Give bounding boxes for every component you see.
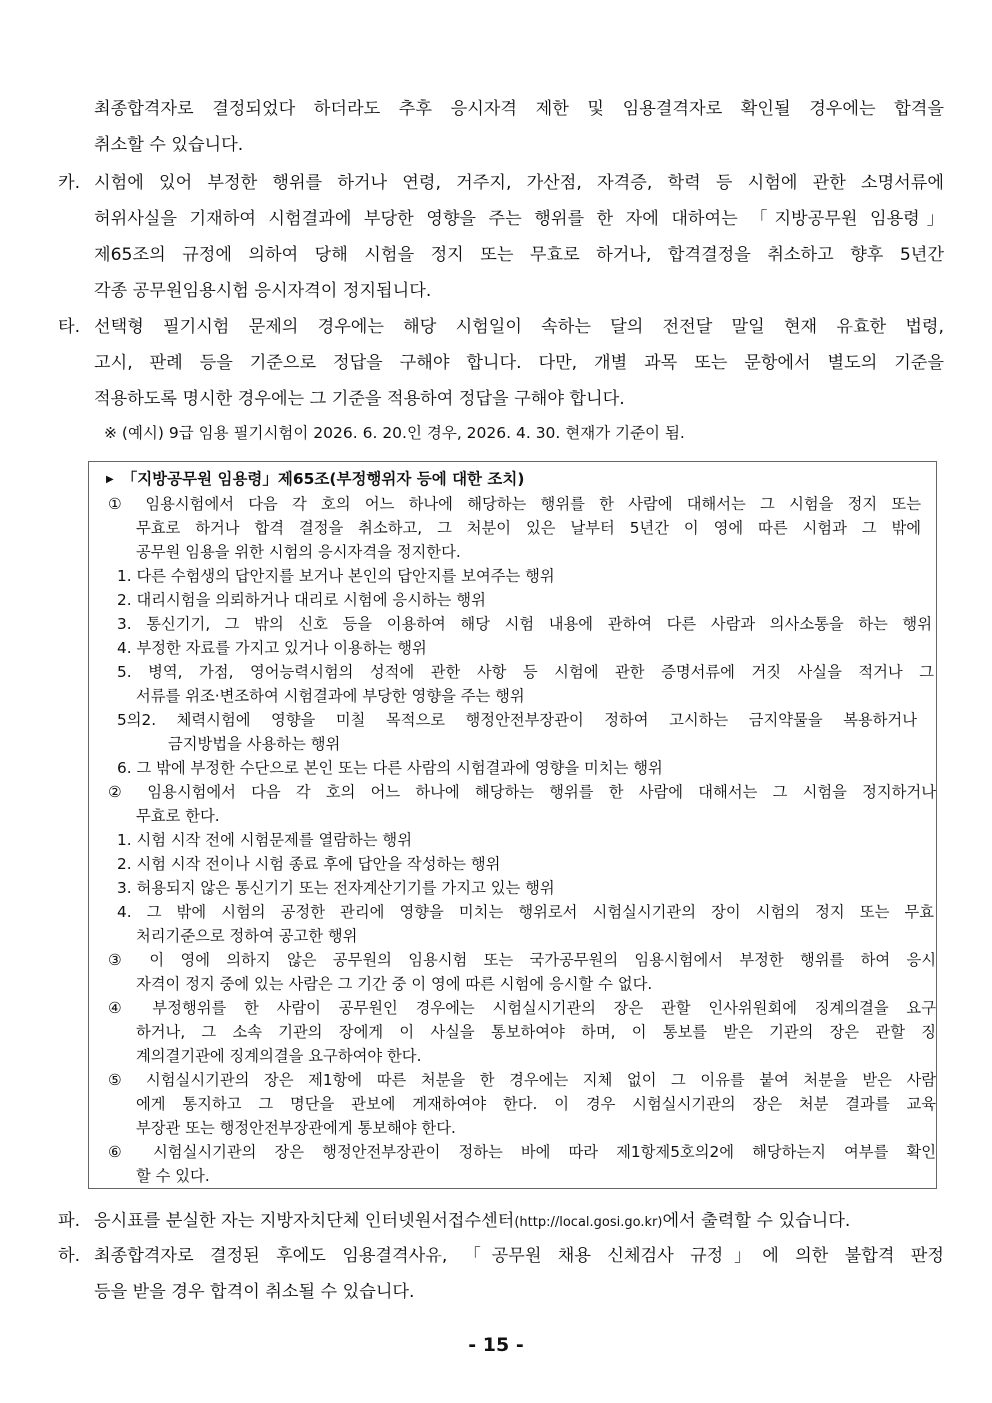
item-ta bbox=[58, 309, 944, 417]
continuation-paragraph bbox=[58, 91, 944, 163]
law-line: ① 임용시험에서 다음 각 호의 어느 하나에 해당하는 행위를 한 사람에 대해서는 그 시험을 정지 또는 bbox=[108, 495, 921, 513]
example-note: ※ (예시) 9급 임용 필기시험이 2026. 6. 20.인 경우, 2026. 4. 30. 현재가 기준이 됨. bbox=[104, 424, 685, 442]
paragraph-line bbox=[58, 1203, 944, 1241]
paragraph-line: 시험에 있어 부정한 행위를 하거나 연령, 거주지, 가산점, 자격증, 학력 등 시험에 관한 소명서류에 bbox=[94, 173, 944, 193]
law-line: 1. 다른 수험생의 답안지를 보거나 본인의 답안지를 보여주는 행위 bbox=[117, 567, 555, 585]
law-line: 처리기준으로 정하여 공고한 행위 bbox=[136, 927, 358, 945]
triangle-bullet-icon: ▶ bbox=[106, 474, 114, 485]
paragraph-line: 최종합격자로 결정된 후에도 임용결격사유, 「공무원 채용 신체검사 규정」에 의한 불합격 판정 bbox=[94, 1246, 944, 1266]
law-line: 공무원 임용을 위한 시험의 응시자격을 정지한다. bbox=[136, 543, 461, 561]
law-line: ④ 부정행위를 한 사람이 공무원인 경우에는 시험실시기관의 장은 관할 인사위원회에 징계의결을 요구 bbox=[108, 999, 936, 1017]
law-title-text: 「지방공무원 임용령」제65조(부정행위자 등에 대한 조치) bbox=[121, 470, 525, 488]
item-marker: 파. bbox=[58, 1211, 81, 1231]
law-line: ⑥ 시험실시기관의 장은 행정안전부장관이 정하는 바에 따라 제1항제5호의2에 해당하는지 여부를 확인 bbox=[108, 1143, 936, 1161]
paragraph-line: 선택형 필기시험 문제의 경우에는 해당 시험일이 속하는 달의 전전달 말일 현재 유효한 법령, bbox=[94, 317, 944, 337]
item-marker: 하. bbox=[58, 1246, 81, 1266]
law-line: 서류를 위조·변조하여 시험결과에 부당한 영향을 주는 행위 bbox=[136, 687, 525, 705]
law-line: 3. 허용되지 않은 통신기기 또는 전자계산기기를 가지고 있는 행위 bbox=[117, 879, 555, 897]
law-line: 계의결기관에 징계의결을 요구하여야 한다. bbox=[136, 1047, 422, 1065]
item-ha bbox=[58, 1238, 944, 1310]
paragraph-line: 허위사실을 기재하여 시험결과에 부당한 영향을 주는 행위를 한 자에 대하여는 「지방공무원 임용령」 bbox=[94, 209, 944, 229]
pa-text-after: 에서 출력할 수 있습니다. bbox=[662, 1211, 851, 1231]
paragraph-line: 고시, 판례 등을 기준으로 정답을 구해야 합니다. 다만, 개별 과목 또는 문항에서 별도의 기준을 bbox=[94, 353, 944, 373]
law-line: 5의2. 체력시험에 영향을 미칠 목적으로 행정안전부장관이 정하여 고시하는 금지약물을 복용하거나 bbox=[117, 711, 917, 729]
law-line: ③ 이 영에 의하지 않은 공무원의 임용시험 또는 국가공무원의 임용시험에서 부정한 행위를 하여 응시 bbox=[108, 951, 936, 969]
paragraph-line: 제65조의 규정에 의하여 당해 시험을 정지 또는 무효로 하거나, 합격결정을 취소하고 향후 5년간 bbox=[94, 245, 944, 265]
law-line: 4. 그 밖에 시험의 공정한 관리에 영향을 미치는 행위로서 시험실시기관의 장이 시험의 정지 또는 무효 bbox=[117, 903, 934, 921]
law-line: 부장관 또는 행정안전부장관에게 통보해야 한다. bbox=[136, 1119, 456, 1137]
paragraph-line: 각종 공무원임용시험 응시자격이 정지됩니다. bbox=[94, 281, 432, 301]
law-line: 할 수 있다. bbox=[136, 1167, 210, 1185]
law-line: 1. 시험 시작 전에 시험문제를 열람하는 행위 bbox=[117, 831, 412, 849]
law-line: 에게 통지하고 그 명단을 관보에 게재하여야 한다. 이 경우 시험실시기관의 장은 처분 결과를 교육 bbox=[136, 1095, 936, 1113]
law-box-title bbox=[106, 467, 524, 492]
paragraph-line: 최종합격자로 결정되었다 하더라도 추후 응시자격 제한 및 임용결격자로 확인될 경우에는 합격을 bbox=[94, 99, 944, 119]
paragraph-line: 등을 받을 경우 합격이 취소될 수 있습니다. bbox=[94, 1282, 415, 1302]
item-marker: 카. bbox=[58, 173, 81, 193]
website-url: (http://local.gosi.go.kr) bbox=[514, 1215, 663, 1230]
law-excerpt-box bbox=[88, 461, 937, 1189]
law-line: ② 임용시험에서 다음 각 호의 어느 하나에 해당하는 행위를 한 사람에 대해서는 그 시험을 정지하거나 bbox=[108, 783, 936, 801]
item-marker: 타. bbox=[58, 317, 81, 337]
law-line: 3. 통신기기, 그 밖의 신호 등을 이용하여 해당 시험 내용에 관하여 다른 사람과 의사소통을 하는 행위 bbox=[117, 615, 932, 633]
item-pa bbox=[58, 1203, 944, 1241]
law-line: 5. 병역, 가점, 영어능력시험의 성적에 관한 사항 등 시험에 관한 증명서류에 거짓 사실을 적거나 그 bbox=[117, 663, 934, 681]
law-line: 자격이 정지 중에 있는 사람은 그 기간 중 이 영에 따른 시험에 응시할 수 없다. bbox=[136, 975, 653, 993]
law-line: 하거나, 그 소속 기관의 장에게 이 사실을 통보하여야 하며, 이 통보를 받은 기관의 장은 관할 징 bbox=[136, 1023, 936, 1041]
law-line: 금지방법을 사용하는 행위 bbox=[168, 735, 341, 753]
law-line: 2. 시험 시작 전이나 시험 종료 후에 답안을 작성하는 행위 bbox=[117, 855, 501, 873]
law-line: ⑤ 시험실시기관의 장은 제1항에 따른 처분을 한 경우에는 지체 없이 그 이유를 붙여 처분을 받은 사람 bbox=[108, 1071, 936, 1089]
law-line: 무효로 하거나 합격 결정을 취소하고, 그 처분이 있은 날부터 5년간 이 영에 따른 시험과 그 밖에 bbox=[136, 519, 921, 537]
item-ka bbox=[58, 165, 944, 309]
page-number: - 15 - bbox=[468, 1334, 524, 1356]
law-line: 2. 대리시험을 의뢰하거나 대리로 시험에 응시하는 행위 bbox=[117, 591, 486, 609]
paragraph-line: 적용하도록 명시한 경우에는 그 기준을 적용하여 정답을 구해야 합니다. bbox=[94, 389, 625, 409]
pa-text-before: 응시표를 분실한 자는 지방자치단체 인터넷원서접수센터 bbox=[94, 1211, 515, 1231]
law-line: 6. 그 밖에 부정한 수단으로 본인 또는 다른 사람의 시험결과에 영향을 미치는 행위 bbox=[117, 759, 663, 777]
paragraph-line: 취소할 수 있습니다. bbox=[94, 135, 244, 155]
law-line: 무효로 한다. bbox=[136, 807, 220, 825]
law-line: 4. 부정한 자료를 가지고 있거나 이용하는 행위 bbox=[117, 639, 427, 657]
